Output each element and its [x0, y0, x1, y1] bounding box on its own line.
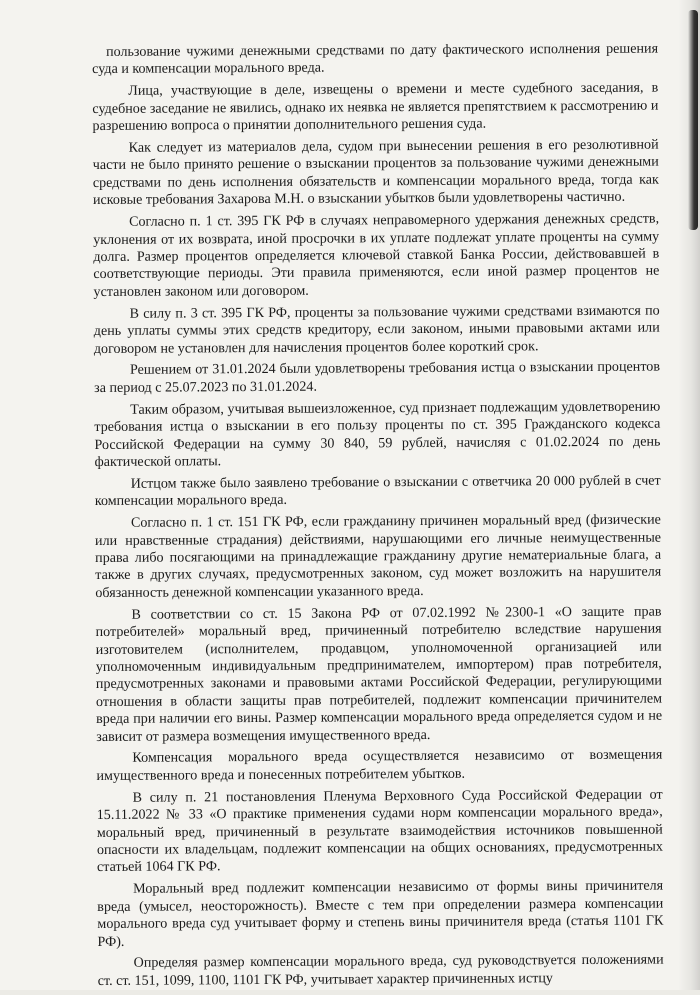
paragraph-13: Определяя размер компенсации морального вреда, суд руководствуется положениями ст. ст. 151, 1099, 1100, 1101 ГК РФ, учитывает характер причиненных истцу: [97, 951, 664, 989]
paragraph-5: Решением от 31.01.2024 были удовлетворены требования истца о взыскании процентов за период с 25.07.2023 по 31.01.2024.: [94, 358, 661, 396]
paragraph-0: пользование чужими денежными средствами по дату фактического исполнения решения суда и компенсации морального вреда.: [92, 40, 659, 78]
page-edge-fold: [688, 10, 698, 230]
document-body: [92, 41, 664, 995]
paragraph-2: Как следует из материалов дела, судом при вынесении решения в его резолютивной части не было принято решение о взыскании процентов за пользование чужими денежными средствами по день исполнения обязательств и компенсации морального вреда, тогда как исковые требования Захарова М.Н. о взыскании убытков были удовлетворены частично.: [92, 136, 659, 209]
paragraph-7: Истцом также было заявлено требование о взыскании с ответчика 20 000 рублей в счет компенсации морального вреда.: [94, 472, 661, 510]
paragraph-8: Согласно п. 1 ст. 151 ГК РФ, если гражданину причинен моральный вред (физические или нравственные страдания) действиями, нарушающими его личные неимущественные права либо посягающими на принадлежащие гражданину другие нематериальные блага, а также в других случаях, предусмотренных законом, суд может возложить на нарушителя обязанность денежной компенсации указанного вреда.: [94, 511, 662, 601]
paragraph-4: В силу п. 3 ст. 395 ГК РФ, проценты за пользование чужими средствами взимаются по день уплаты суммы этих средств кредитору, если законом, иными правовыми актами или договором не установлен для начисления процентов более короткий срок.: [93, 302, 660, 357]
paragraph-1: Лица, участвующие в деле, извещены о времени и месте судебного заседания, в судебное заседание не явились, однако их неявка не является препятствием к рассмотрению и разрешению вопроса о принятии дополнительного решения суда.: [92, 79, 659, 135]
paragraph-11: В силу п. 21 постановления Пленума Верховного Суда Российской Федерации от 15.11.2022 № 33 «О практике применения судами норм компенсации морального вреда», моральный вред, причиненный в результате взаимодействия источников повышенной опасности их владельцам, подлежит компенсации на общих основаниях, предусмотренных статьей 1064 ГК РФ.: [96, 786, 663, 876]
paragraph-6: Таким образом, учитывая вышеизложенное, суд признает подлежащим удовлетворению требования истца о взыскании в его пользу проценты по ст. 395 Гражданского кодекса Российской Федерации на сумму 30 840, 59 рублей, начисляя с 01.02.2024 по день фактической оплаты.: [94, 398, 661, 470]
paragraph-9: В соответствии со ст. 15 Закона РФ от 07.02.1992 №2300-1 «О защите прав потребителей» моральный вред, причиненный потребителю вследствие нарушения изготовителем (исполнителем, продавцом, уполномоченной организацией или уполномоченным индивидуальным предпринимателем, импортером) прав потребителя, предусмотренных законами и правовыми актами Российской Федерации, регулирующими отношения в области защиты прав потребителей, подлежит компенсации причинителем вреда при наличии его вины. Размер компенсации морального вреда определяется судом и не зависит от размера возмещения имущественного вреда.: [95, 603, 663, 745]
paragraph-3: Согласно п. 1 ст. 395 ГК РФ в случаях неправомерного удержания денежных средств, уклонения от их возврата, иной просрочки в их уплате подлежат уплате проценты на сумму долга. Размер процентов определяется ключевой ставкой Банка России, действовавшей в соответствующие периоды. Эти правила применяются, если иной размер процентов не установлен законом или договором.: [93, 210, 660, 300]
paragraph-10: Компенсация морального вреда осуществляется независимо от возмещения имущественного вреда и понесенных потребителем убытков.: [96, 746, 663, 784]
paragraph-12: Моральный вред подлежит компенсации независимо от формы вины причинителя вреда (умысел, неосторожность). Вместе с тем при определении размера компенсации морального вреда суд учитывает форму и степень вины причинителя вреда (статья 1101 ГК РФ).: [97, 877, 664, 950]
